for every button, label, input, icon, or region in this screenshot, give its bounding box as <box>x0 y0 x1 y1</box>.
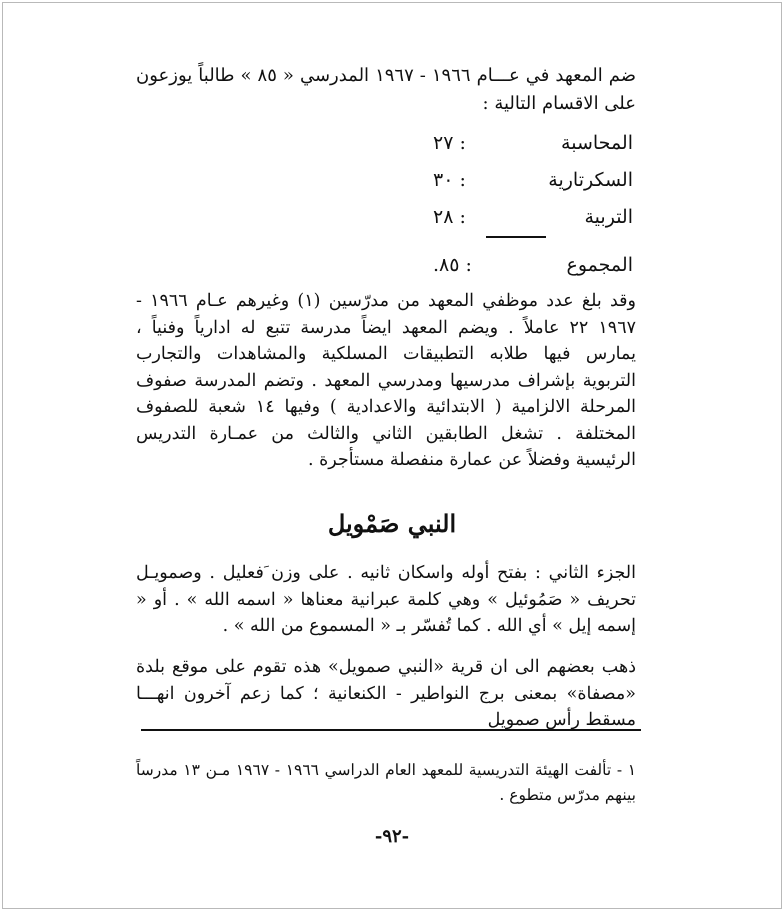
footnote: ١ - تألفت الهيئة التدريسية للمعهد العام الدراسي ١٩٦٦ - ١٩٦٧ مـن ١٣ مدرساً بينهم مدرّس متطوع . <box>136 761 637 804</box>
department-label: المحاسبة <box>561 131 633 154</box>
departments-list <box>433 124 633 235</box>
total-label: المجموع <box>566 253 633 276</box>
department-value: : ٢٧ <box>433 131 466 154</box>
section-heading: النبي صَمْويل <box>327 509 457 538</box>
department-row <box>433 161 633 198</box>
paragraph-intro: ضم المعهد في عـــام ١٩٦٦ - ١٩٦٧ المدرسي « ٨٥ » طالباً يوزعون على الاقسام التالية : <box>136 65 636 114</box>
paragraph-staff: وقد بلغ عدد موظفي المعهد من مدرّسين (١) وغيرهم عـام ١٩٦٦ - ١٩٦٧ ٢٢ عاملاً . ويضم المعهد ايضاً مدرسة تتبع له ادارياً وفنياً ، يمارس فيها طلابه التطبيقات المسلكية والمشاهدات والتجارب التربوية بإشراف مدرسيها ومدرسي المعهد . وتضم المدرسة صفوف المرحلة الالزامية ( الابتدائية والاعدادية ) وفيها ١٤ شعبة للصفوف المختلفة . تشغل الطابقين الثاني والثالث من عمـارة التدريس الرئيسية وفضلاً عن عمارة منفصلة مستأجرة . <box>136 291 637 470</box>
page-number: -٩٢- <box>374 826 410 847</box>
department-value: : ٣٠ <box>433 168 466 191</box>
document-page <box>6 6 778 905</box>
department-label: السكرتارية <box>548 168 633 191</box>
paragraph-etymology: الجزء الثاني : بفتح أوله واسكان ثانيه . على وزن َفعليل . وصمويـل تحريف « صَمُوئيل » وهي كلمة عبرانية معناها « اسمه الله » . أو « إسمه إيل » أي الله . كما تُفسّر بـ « المسموع من الله » . <box>136 563 636 636</box>
sum-divider <box>486 236 546 238</box>
department-row <box>433 124 633 161</box>
total-value: : ٨٥. <box>433 253 472 276</box>
department-label: التربية <box>584 205 633 228</box>
department-value: : ٢٨ <box>433 205 466 228</box>
department-row <box>433 198 633 235</box>
total-row <box>433 246 633 283</box>
footnote-divider <box>141 729 641 731</box>
paragraph-history: ذهب بعضهم الى ان قرية «النبي صمويل» هذه تقوم على موقع بلدة «مصفاة» بمعنى برج النواطير - الكنعانية ؛ كما زعم آخرون انهـــا مسقط رأس صمويل <box>136 657 636 730</box>
